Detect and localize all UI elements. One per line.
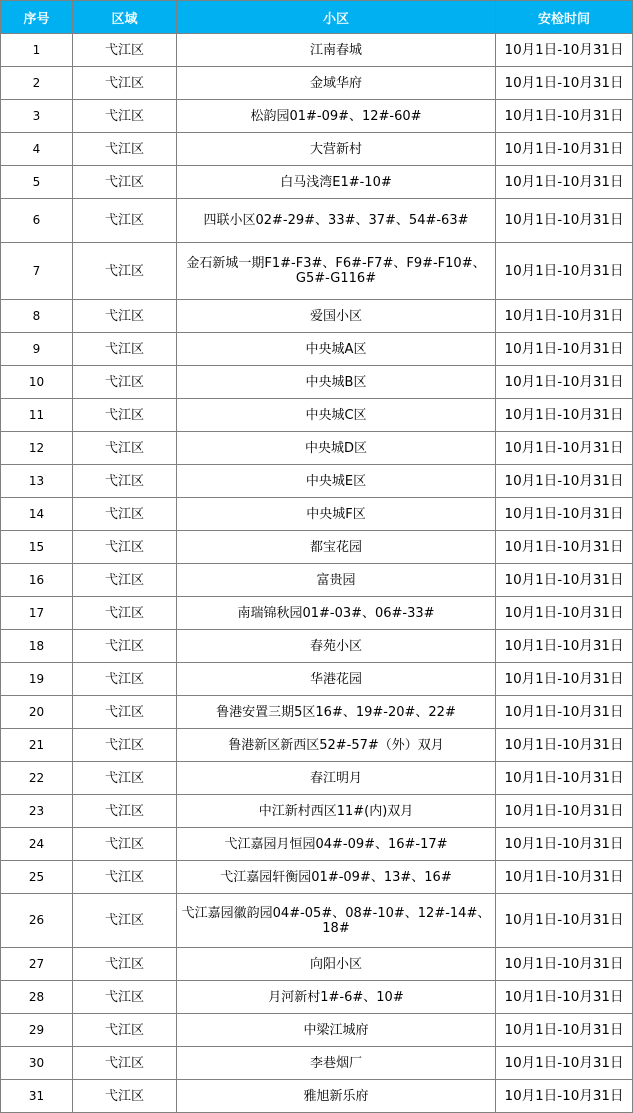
row-community: 华港花园: [177, 663, 496, 696]
row-community: 弋江嘉园轩衡园01#-09#、13#、16#: [177, 861, 496, 894]
row-inspection-time: 10月1日-10月31日: [496, 894, 633, 948]
row-inspection-time: 10月1日-10月31日: [496, 729, 633, 762]
row-region: 弋江区: [73, 861, 177, 894]
row-community: 金域华府: [177, 67, 496, 100]
row-index: 12: [1, 432, 73, 465]
row-community: 鲁港安置三期5区16#、19#-20#、22#: [177, 696, 496, 729]
row-index: 11: [1, 399, 73, 432]
row-region: 弋江区: [73, 465, 177, 498]
row-inspection-time: 10月1日-10月31日: [496, 663, 633, 696]
row-community: 中央城A区: [177, 333, 496, 366]
row-community: 鲁港新区新西区52#-57#（外）双月: [177, 729, 496, 762]
row-index: 19: [1, 663, 73, 696]
row-region: 弋江区: [73, 333, 177, 366]
row-region: 弋江区: [73, 67, 177, 100]
row-inspection-time: 10月1日-10月31日: [496, 861, 633, 894]
row-index: 5: [1, 166, 73, 199]
row-region: 弋江区: [73, 795, 177, 828]
row-inspection-time: 10月1日-10月31日: [496, 498, 633, 531]
row-index: 2: [1, 67, 73, 100]
table-row: [1, 333, 633, 366]
row-index: 17: [1, 597, 73, 630]
row-region: 弋江区: [73, 498, 177, 531]
row-region: 弋江区: [73, 300, 177, 333]
row-community: 中央城F区: [177, 498, 496, 531]
table-row: [1, 663, 633, 696]
row-region: 弋江区: [73, 597, 177, 630]
row-community: 南瑞锦秋园01#-03#、06#-33#: [177, 597, 496, 630]
row-community: 向阳小区: [177, 948, 496, 981]
row-community: 爱国小区: [177, 300, 496, 333]
row-index: 23: [1, 795, 73, 828]
table-row: [1, 762, 633, 795]
row-index: 4: [1, 133, 73, 166]
row-inspection-time: 10月1日-10月31日: [496, 366, 633, 399]
row-inspection-time: 10月1日-10月31日: [496, 762, 633, 795]
table-body: [1, 34, 633, 1113]
row-region: 弋江区: [73, 1080, 177, 1113]
header-region: 区域: [73, 1, 177, 34]
row-region: 弋江区: [73, 243, 177, 300]
row-region: 弋江区: [73, 366, 177, 399]
table-row: [1, 729, 633, 762]
row-inspection-time: 10月1日-10月31日: [496, 696, 633, 729]
row-inspection-time: 10月1日-10月31日: [496, 1014, 633, 1047]
row-community: 弋江嘉园月恒园04#-09#、16#-17#: [177, 828, 496, 861]
row-community: 松韵园01#-09#、12#-60#: [177, 100, 496, 133]
table-row: [1, 828, 633, 861]
row-index: 1: [1, 34, 73, 67]
row-inspection-time: 10月1日-10月31日: [496, 981, 633, 1014]
row-region: 弋江区: [73, 1047, 177, 1080]
row-region: 弋江区: [73, 828, 177, 861]
row-region: 弋江区: [73, 531, 177, 564]
row-index: 10: [1, 366, 73, 399]
row-region: 弋江区: [73, 762, 177, 795]
row-region: 弋江区: [73, 166, 177, 199]
table-row: [1, 166, 633, 199]
row-community: 都宝花园: [177, 531, 496, 564]
row-region: 弋江区: [73, 399, 177, 432]
row-inspection-time: 10月1日-10月31日: [496, 1047, 633, 1080]
table-row: [1, 531, 633, 564]
row-inspection-time: 10月1日-10月31日: [496, 432, 633, 465]
row-community: 月河新村1#-6#、10#: [177, 981, 496, 1014]
table-row: [1, 399, 633, 432]
row-inspection-time: 10月1日-10月31日: [496, 531, 633, 564]
row-inspection-time: 10月1日-10月31日: [496, 399, 633, 432]
table-row: [1, 300, 633, 333]
header-inspection-time: 安检时间: [496, 1, 633, 34]
row-community: 金石新城一期F1#-F3#、F6#-F7#、F9#-F10#、G5#-G116#: [177, 243, 496, 300]
table-row: [1, 894, 633, 948]
row-community: 中央城D区: [177, 432, 496, 465]
row-index: 27: [1, 948, 73, 981]
row-index: 16: [1, 564, 73, 597]
row-community: 中央城B区: [177, 366, 496, 399]
table-row: [1, 498, 633, 531]
row-community: 中江新村西区11#(内)双月: [177, 795, 496, 828]
row-region: 弋江区: [73, 100, 177, 133]
row-inspection-time: 10月1日-10月31日: [496, 100, 633, 133]
row-index: 26: [1, 894, 73, 948]
row-index: 13: [1, 465, 73, 498]
table-row: [1, 432, 633, 465]
row-inspection-time: 10月1日-10月31日: [496, 166, 633, 199]
row-inspection-time: 10月1日-10月31日: [496, 564, 633, 597]
row-region: 弋江区: [73, 696, 177, 729]
table-row: [1, 795, 633, 828]
table-row: [1, 948, 633, 981]
row-inspection-time: 10月1日-10月31日: [496, 34, 633, 67]
header-index: 序号: [1, 1, 73, 34]
row-inspection-time: 10月1日-10月31日: [496, 199, 633, 243]
row-community: 中央城C区: [177, 399, 496, 432]
row-region: 弋江区: [73, 630, 177, 663]
row-inspection-time: 10月1日-10月31日: [496, 67, 633, 100]
row-region: 弋江区: [73, 981, 177, 1014]
row-inspection-time: 10月1日-10月31日: [496, 133, 633, 166]
table-row: [1, 199, 633, 243]
header-community: 小区: [177, 1, 496, 34]
row-community: 弋江嘉园徽韵园04#-05#、08#-10#、12#-14#、18#: [177, 894, 496, 948]
row-inspection-time: 10月1日-10月31日: [496, 828, 633, 861]
table-row: [1, 133, 633, 166]
table-row: [1, 34, 633, 67]
row-inspection-time: 10月1日-10月31日: [496, 948, 633, 981]
row-index: 25: [1, 861, 73, 894]
row-community: 雅旭新乐府: [177, 1080, 496, 1113]
table-row: [1, 1080, 633, 1113]
table-row: [1, 67, 633, 100]
row-community: 富贵园: [177, 564, 496, 597]
table-row: [1, 696, 633, 729]
row-index: 24: [1, 828, 73, 861]
row-region: 弋江区: [73, 199, 177, 243]
table-row: [1, 366, 633, 399]
row-region: 弋江区: [73, 1014, 177, 1047]
row-community: 春江明月: [177, 762, 496, 795]
row-index: 8: [1, 300, 73, 333]
row-index: 18: [1, 630, 73, 663]
row-index: 20: [1, 696, 73, 729]
row-region: 弋江区: [73, 729, 177, 762]
row-index: 31: [1, 1080, 73, 1113]
row-region: 弋江区: [73, 133, 177, 166]
table-row: [1, 100, 633, 133]
row-index: 30: [1, 1047, 73, 1080]
row-inspection-time: 10月1日-10月31日: [496, 597, 633, 630]
table-row: [1, 597, 633, 630]
row-community: 江南春城: [177, 34, 496, 67]
row-inspection-time: 10月1日-10月31日: [496, 300, 633, 333]
row-community: 大营新村: [177, 133, 496, 166]
table-row: [1, 1047, 633, 1080]
row-community: 李巷烟厂: [177, 1047, 496, 1080]
table-row: [1, 630, 633, 663]
row-index: 6: [1, 199, 73, 243]
row-index: 28: [1, 981, 73, 1014]
row-inspection-time: 10月1日-10月31日: [496, 465, 633, 498]
row-inspection-time: 10月1日-10月31日: [496, 795, 633, 828]
row-community: 春苑小区: [177, 630, 496, 663]
table-row: [1, 465, 633, 498]
row-inspection-time: 10月1日-10月31日: [496, 243, 633, 300]
row-index: 7: [1, 243, 73, 300]
row-region: 弋江区: [73, 34, 177, 67]
table-row: [1, 981, 633, 1014]
row-region: 弋江区: [73, 432, 177, 465]
row-inspection-time: 10月1日-10月31日: [496, 1080, 633, 1113]
row-region: 弋江区: [73, 948, 177, 981]
row-index: 3: [1, 100, 73, 133]
row-inspection-time: 10月1日-10月31日: [496, 333, 633, 366]
row-index: 15: [1, 531, 73, 564]
table-row: [1, 564, 633, 597]
row-region: 弋江区: [73, 663, 177, 696]
row-community: 中梁江城府: [177, 1014, 496, 1047]
row-index: 29: [1, 1014, 73, 1047]
row-region: 弋江区: [73, 564, 177, 597]
table-row: [1, 861, 633, 894]
row-inspection-time: 10月1日-10月31日: [496, 630, 633, 663]
row-index: 9: [1, 333, 73, 366]
row-community: 中央城E区: [177, 465, 496, 498]
row-index: 22: [1, 762, 73, 795]
row-community: 白马浅湾E1#-10#: [177, 166, 496, 199]
row-index: 14: [1, 498, 73, 531]
row-region: 弋江区: [73, 894, 177, 948]
table-row: [1, 1014, 633, 1047]
header-row: [1, 1, 633, 34]
row-index: 21: [1, 729, 73, 762]
table-row: [1, 243, 633, 300]
row-community: 四联小区02#-29#、33#、37#、54#-63#: [177, 199, 496, 243]
